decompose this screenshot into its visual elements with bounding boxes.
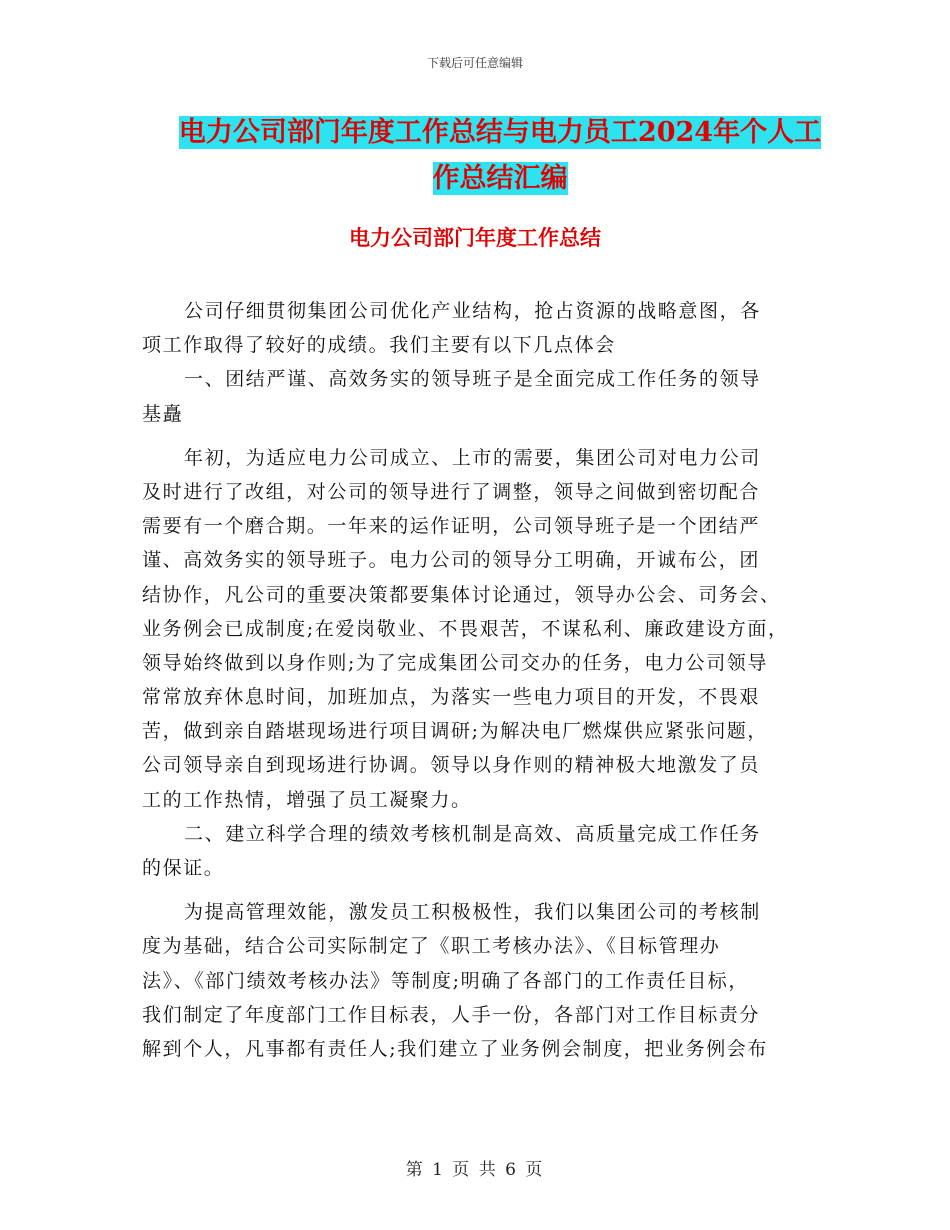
paragraph-line: 一、团结严谨、高效务实的领导班子是全面完成工作任务的领导 [184,368,761,391]
title-highlight-1: 电力公司部门年度工作总结与电力员工2024年个人工 [178,117,822,148]
paragraph-line: 谨、高效务实的领导班子。电力公司的领导分工明确，开诚布公，团 [142,549,761,572]
paragraph-line: 苦，做到亲自踏堪现场进行项目调研;为解决电厂燃煤供应紧张问题， [142,720,769,743]
paragraph-line: 年初，为适应电力公司成立、上市的需要，集团公司对电力公司 [184,446,761,469]
paragraph-line: 领导始终做到以身作则;为了完成集团公司交办的任务，电力公司领导 [142,651,769,674]
paragraph-line: 解到个人，凡事都有责任人;我们建立了业务例会制度，把业务例会布 [142,1037,769,1060]
paragraph-line: 公司领导亲自到现场进行协调。领导以身作则的精神极大地激发了员 [142,754,761,777]
paragraph-line: 为提高管理效能，激发员工积极极性，我们以集团公司的考核制 [184,901,761,924]
paragraph-line: 工的工作热情，增强了员工凝聚力。 [142,788,472,811]
document-title [140,110,860,202]
section-title: 电力公司部门年度工作总结 [349,225,601,250]
page-number-footer: 第 1 页 共 6 页 [405,1160,545,1180]
paragraph-line: 度为基础，结合公司实际制定了《职工考核办法》、《目标管理办 [142,935,721,958]
paragraph-line: 项工作取得了较好的成绩。我们主要有以下几点体会 [142,334,616,357]
paragraph-line: 结协作，凡公司的重要决策都要集体讨论通过，领导办公会、司务会、 [142,583,781,606]
body-text [142,294,802,1066]
paragraph-line: 的保证。 [142,857,225,879]
paragraph-line: 我们制定了年度部门工作目标表，人手一份，各部门对工作目标责分 [142,1003,761,1026]
paragraph-line: 业务例会已成制度;在爱岗敬业、不畏艰苦，不谋私利、廉政建设方面， [142,617,789,640]
paragraph-line: 二、建立科学合理的绩效考核机制是高效、高质量完成工作任务 [184,822,761,845]
paragraph-line: 及时进行了改组，对公司的领导进行了调整，领导之间做到密切配合 [142,480,761,503]
paragraph-line: 需要有一个磨合期。一年来的运作证明，公司领导班子是一个团结严 [142,515,761,538]
paragraph-line: 公司仔细贯彻集团公司优化产业结构，抢占资源的战略意图，各 [184,300,761,322]
paragraph-line: 法》、《部门绩效考核办法》等制度;明确了各部门的工作责任目标， [142,969,750,992]
paragraph-line: 常常放弃休息时间，加班加点，为落实一些电力项目的开发，不畏艰 [142,686,761,709]
document-title-line-1 [140,110,860,156]
document-title-line-2 [140,156,860,202]
title-highlight-2: 作总结汇编 [432,163,568,194]
paragraph-line: 基矗 [142,402,184,425]
header-note: 下载后可任意编辑 [426,56,523,70]
